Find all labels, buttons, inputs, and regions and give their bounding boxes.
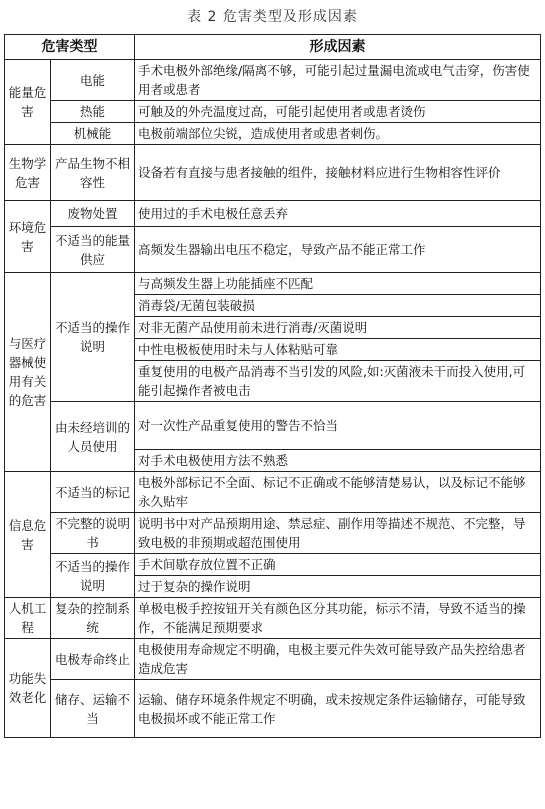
subtype-cell: 热能 (51, 101, 135, 123)
hazard-table (4, 34, 541, 738)
table-row (5, 145, 541, 201)
subtype-cell: 储存、运输不当 (51, 680, 135, 738)
subtype-cell: 产品生物不相容性 (51, 145, 135, 201)
subtype-cell: 电能 (51, 60, 135, 101)
table-row (5, 639, 541, 680)
cause-cell: 消毒袋/无菌包装破损 (135, 295, 541, 317)
group-use: 与医疗器械使用有关的危害 (5, 273, 51, 472)
group-bio: 生物学危害 (5, 145, 51, 201)
cause-cell: 中性电极板使用时未与人体粘贴可靠 (135, 339, 541, 361)
subtype-cell: 电极寿命终止 (51, 639, 135, 680)
subtype-cell: 不适当的操作说明 (51, 273, 135, 402)
cause-cell: 运输、储存环境条件规定不明确，或未按规定条件运输储存，可能导致电极损坏或不能正常工作 (135, 680, 541, 738)
table-row (5, 598, 541, 639)
subtype-cell: 不适当的能量供应 (51, 227, 135, 273)
cause-cell: 单极电极手控按钮开关有颜色区分其功能，标示不清，导致不适当的操作，不能满足预期要求 (135, 598, 541, 639)
cause-cell: 可触及的外壳温度过高，可能引起使用者或患者烫伤 (135, 101, 541, 123)
table-row (5, 227, 541, 273)
table-row (5, 513, 541, 554)
cause-cell: 与高频发生器上功能插座不匹配 (135, 273, 541, 295)
table-row (5, 60, 541, 101)
table-row (5, 123, 541, 145)
table-row (5, 402, 541, 450)
subtype-cell: 由未经培训的人员使用 (51, 402, 135, 472)
cause-cell: 说明书中对产品预期用途、禁忌症、副作用等描述不规范、不完整，导致电极的非预期或超范围使用 (135, 513, 541, 554)
subtype-cell: 不完整的说明书 (51, 513, 135, 554)
cause-cell: 对手术电极使用方法不熟悉 (135, 450, 541, 472)
cause-cell: 使用过的手术电极任意丢弃 (135, 201, 541, 227)
subtype-cell: 不适当的标记 (51, 472, 135, 513)
cause-cell: 高频发生器输出电压不稳定，导致产品不能正常工作 (135, 227, 541, 273)
table-row (5, 472, 541, 513)
cause-cell: 对非无菌产品使用前未进行消毒/灭菌说明 (135, 317, 541, 339)
cause-cell: 电极使用寿命规定不明确，电极主要元件失效可能导致产品失控给患者造成危害 (135, 639, 541, 680)
subtype-cell: 不适当的操作说明 (51, 554, 135, 598)
header-hazard-type: 危害类型 (5, 35, 135, 60)
table-row (5, 101, 541, 123)
cause-cell: 手术电极外部绝缘/隔离不够，可能引起过量漏电流或电气击穿，伤害使用者或患者 (135, 60, 541, 101)
subtype-cell: 机械能 (51, 123, 135, 145)
cause-cell: 设备若有直接与患者接触的组件，接触材料应进行生物相容性评价 (135, 145, 541, 201)
cause-cell: 过于复杂的操作说明 (135, 576, 541, 598)
table-row (5, 680, 541, 738)
table-row (5, 201, 541, 227)
cause-cell: 电极外部标记不全面、标记不正确或不能够清楚易认，以及标记不能够永久贴牢 (135, 472, 541, 513)
group-env: 环境危害 (5, 201, 51, 273)
group-hmi: 人机工程 (5, 598, 51, 639)
group-info: 信息危害 (5, 472, 51, 598)
cause-cell: 电极前端部位尖锐，造成使用者或患者刺伤。 (135, 123, 541, 145)
header-row (5, 35, 541, 60)
group-func: 功能失效老化 (5, 639, 51, 738)
cause-cell: 重复使用的电极产品消毒不当引发的风险,如:灭菌液未干而投入使用,可能引起操作者被电击 (135, 361, 541, 402)
group-energy: 能量危害 (5, 60, 51, 145)
subtype-cell: 废物处置 (51, 201, 135, 227)
table-row (5, 554, 541, 576)
header-cause: 形成因素 (135, 35, 541, 60)
cause-cell: 对一次性产品重复使用的警告不恰当 (135, 402, 541, 450)
cause-cell: 手术间歇存放位置不正确 (135, 554, 541, 576)
table-caption: 表 2 危害类型及形成因素 (187, 9, 358, 25)
table-row (5, 273, 541, 295)
subtype-cell: 复杂的控制系统 (51, 598, 135, 639)
